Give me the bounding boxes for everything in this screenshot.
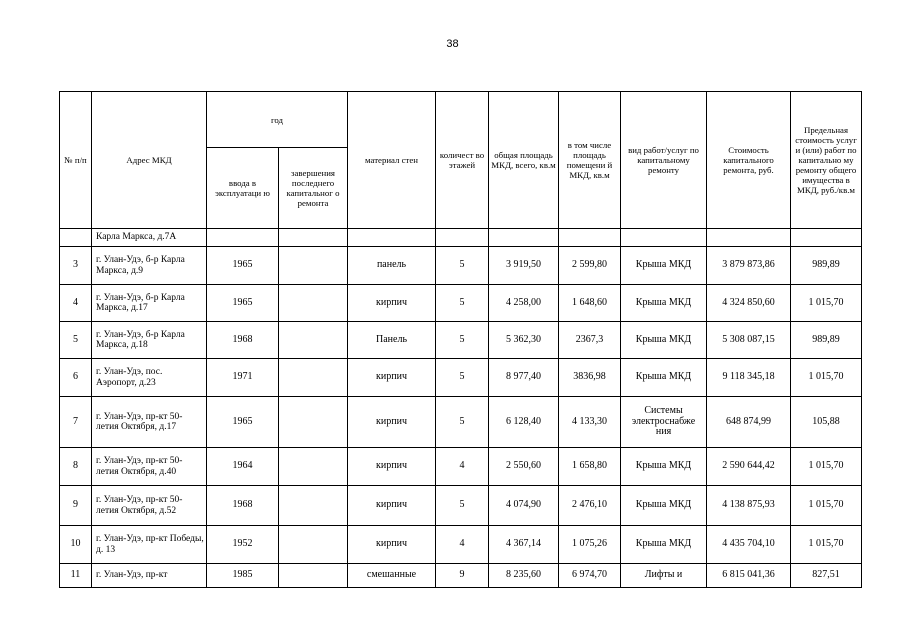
cell-address: г. Улан-Удэ, пр-кт 50-летия Октября, д.52 — [92, 486, 207, 526]
cell-premises-area: 1 075,26 — [559, 526, 621, 564]
cell-wall-material: кирпич — [348, 359, 436, 397]
cell-work-type: Крыша МКД — [621, 486, 707, 526]
cell-premises-area: 6 974,70 — [559, 564, 621, 588]
cell-total-area — [489, 229, 559, 247]
cell-total-area: 4 258,00 — [489, 285, 559, 322]
header-total-area: общая площадь МКД, всего, кв.м — [489, 92, 559, 229]
header-year-commissioned: ввода в эксплуатаци ю — [207, 148, 279, 229]
cell-premises-area: 2 599,80 — [559, 247, 621, 285]
cell-floors: 5 — [436, 397, 489, 448]
cell-wall-material: кирпич — [348, 486, 436, 526]
cell-max-cost — [791, 229, 862, 247]
cell-num: 11 — [60, 564, 92, 588]
cell-num: 7 — [60, 397, 92, 448]
cell-wall-material: кирпич — [348, 285, 436, 322]
table-row — [60, 359, 862, 397]
cell-repair-cost: 9 118 345,18 — [707, 359, 791, 397]
table-row — [60, 564, 862, 588]
cell-total-area: 8 235,60 — [489, 564, 559, 588]
cell-year-last-repair — [279, 526, 348, 564]
table-row — [60, 247, 862, 285]
header-address: Адрес МКД — [92, 92, 207, 229]
cell-address: г. Улан-Удэ, пр-кт 50-летия Октября, д.17 — [92, 397, 207, 448]
cell-year-last-repair — [279, 247, 348, 285]
cell-work-type — [621, 229, 707, 247]
cell-repair-cost: 6 815 041,36 — [707, 564, 791, 588]
header-floors: количест во этажей — [436, 92, 489, 229]
cell-total-area: 4 367,14 — [489, 526, 559, 564]
cell-year-commissioned: 1965 — [207, 247, 279, 285]
cell-total-area: 8 977,40 — [489, 359, 559, 397]
cell-work-type: Лифты и — [621, 564, 707, 588]
cell-year-last-repair — [279, 448, 348, 486]
cell-wall-material: кирпич — [348, 448, 436, 486]
cell-year-last-repair — [279, 359, 348, 397]
cell-repair-cost: 4 138 875,93 — [707, 486, 791, 526]
table-row — [60, 448, 862, 486]
cell-wall-material: смешанные — [348, 564, 436, 588]
cell-year-commissioned: 1964 — [207, 448, 279, 486]
cell-num: 6 — [60, 359, 92, 397]
header-num: № п/п — [60, 92, 92, 229]
cell-address: г. Улан-Удэ, пр-кт 50-летия Октября, д.40 — [92, 448, 207, 486]
cell-premises-area: 1 658,80 — [559, 448, 621, 486]
cell-repair-cost: 4 435 704,10 — [707, 526, 791, 564]
cell-max-cost: 989,89 — [791, 322, 862, 359]
cell-floors: 4 — [436, 448, 489, 486]
cell-premises-area: 1 648,60 — [559, 285, 621, 322]
cell-repair-cost: 5 308 087,15 — [707, 322, 791, 359]
cell-year-commissioned: 1971 — [207, 359, 279, 397]
cell-premises-area — [559, 229, 621, 247]
cell-floors: 9 — [436, 564, 489, 588]
cell-year-last-repair — [279, 322, 348, 359]
cell-num: 10 — [60, 526, 92, 564]
cell-max-cost: 1 015,70 — [791, 359, 862, 397]
cell-year-last-repair — [279, 285, 348, 322]
cell-floors: 4 — [436, 526, 489, 564]
cell-max-cost: 1 015,70 — [791, 486, 862, 526]
cell-premises-area: 3836,98 — [559, 359, 621, 397]
table-row — [60, 322, 862, 359]
cell-repair-cost — [707, 229, 791, 247]
cell-address: г. Улан-Удэ, б-р Карла Маркса, д.18 — [92, 322, 207, 359]
cell-floors: 5 — [436, 285, 489, 322]
repair-table — [59, 91, 862, 588]
table-row — [60, 526, 862, 564]
cell-work-type: Крыша МКД — [621, 285, 707, 322]
cell-premises-area: 2 476,10 — [559, 486, 621, 526]
header-year: год — [207, 92, 348, 148]
cell-wall-material: кирпич — [348, 397, 436, 448]
cell-year-commissioned: 1952 — [207, 526, 279, 564]
cell-max-cost: 827,51 — [791, 564, 862, 588]
cell-address: г. Улан-Удэ, пос. Аэропорт, д.23 — [92, 359, 207, 397]
cell-wall-material: панель — [348, 247, 436, 285]
cell-work-type: Крыша МКД — [621, 247, 707, 285]
cell-repair-cost: 4 324 850,60 — [707, 285, 791, 322]
cell-num: 9 — [60, 486, 92, 526]
table-row — [60, 486, 862, 526]
cell-floors: 5 — [436, 247, 489, 285]
cell-address: г. Улан-Удэ, б-р Карла Маркса, д.17 — [92, 285, 207, 322]
cell-total-area: 4 074,90 — [489, 486, 559, 526]
cell-floors: 5 — [436, 322, 489, 359]
cell-year-last-repair — [279, 486, 348, 526]
cell-year-commissioned: 1968 — [207, 322, 279, 359]
cell-max-cost: 1 015,70 — [791, 448, 862, 486]
page-number: 38 — [446, 38, 459, 50]
cell-wall-material: кирпич — [348, 526, 436, 564]
cell-max-cost: 1 015,70 — [791, 285, 862, 322]
cell-num: 8 — [60, 448, 92, 486]
cell-work-type: Крыша МКД — [621, 526, 707, 564]
cell-wall-material: Панель — [348, 322, 436, 359]
cell-year-last-repair — [279, 564, 348, 588]
cell-repair-cost: 648 874,99 — [707, 397, 791, 448]
cell-floors: 5 — [436, 486, 489, 526]
cell-work-type: Крыша МКД — [621, 448, 707, 486]
cell-repair-cost: 3 879 873,86 — [707, 247, 791, 285]
cell-year-last-repair — [279, 229, 348, 247]
cell-year-last-repair — [279, 397, 348, 448]
header-max-cost: Предельная стоимость услуг и (или) работ по капитально му ремонту общего имущества в МКД, руб./кв.м — [791, 92, 862, 229]
cell-floors — [436, 229, 489, 247]
cell-year-commissioned: 1968 — [207, 486, 279, 526]
cell-work-type: Системы электроснабже ния — [621, 397, 707, 448]
cell-year-commissioned: 1965 — [207, 397, 279, 448]
cell-total-area: 5 362,30 — [489, 322, 559, 359]
cell-max-cost: 989,89 — [791, 247, 862, 285]
table-row — [60, 397, 862, 448]
cell-num: 4 — [60, 285, 92, 322]
header-repair-cost: Стоимость капитального ремонта, руб. — [707, 92, 791, 229]
cell-address: г. Улан-Удэ, пр-кт Победы, д. 13 — [92, 526, 207, 564]
cell-work-type: Крыша МКД — [621, 322, 707, 359]
table-row — [60, 229, 862, 247]
header-work-type: вид работ/услуг по капитальному ремонту — [621, 92, 707, 229]
table-row — [60, 285, 862, 322]
cell-work-type: Крыша МКД — [621, 359, 707, 397]
cell-premises-area: 2367,3 — [559, 322, 621, 359]
cell-num: 5 — [60, 322, 92, 359]
cell-max-cost: 105,88 — [791, 397, 862, 448]
cell-address: г. Улан-Удэ, б-р Карла Маркса, д.9 — [92, 247, 207, 285]
cell-total-area: 6 128,40 — [489, 397, 559, 448]
cell-year-commissioned: 1985 — [207, 564, 279, 588]
cell-address: г. Улан-Удэ, пр-кт — [92, 564, 207, 588]
cell-premises-area: 4 133,30 — [559, 397, 621, 448]
cell-year-commissioned: 1965 — [207, 285, 279, 322]
cell-num: 3 — [60, 247, 92, 285]
cell-repair-cost: 2 590 644,42 — [707, 448, 791, 486]
header-premises-area: в том числе площадь помещени й МКД, кв.м — [559, 92, 621, 229]
cell-address: Карла Маркса, д.7А — [92, 229, 207, 247]
cell-wall-material — [348, 229, 436, 247]
header-wall-material: материал стен — [348, 92, 436, 229]
cell-max-cost: 1 015,70 — [791, 526, 862, 564]
cell-total-area: 3 919,50 — [489, 247, 559, 285]
header-year-last-repair: завершения последнего капитальног о ремонта — [279, 148, 348, 229]
cell-num — [60, 229, 92, 247]
cell-year-commissioned — [207, 229, 279, 247]
cell-floors: 5 — [436, 359, 489, 397]
cell-total-area: 2 550,60 — [489, 448, 559, 486]
